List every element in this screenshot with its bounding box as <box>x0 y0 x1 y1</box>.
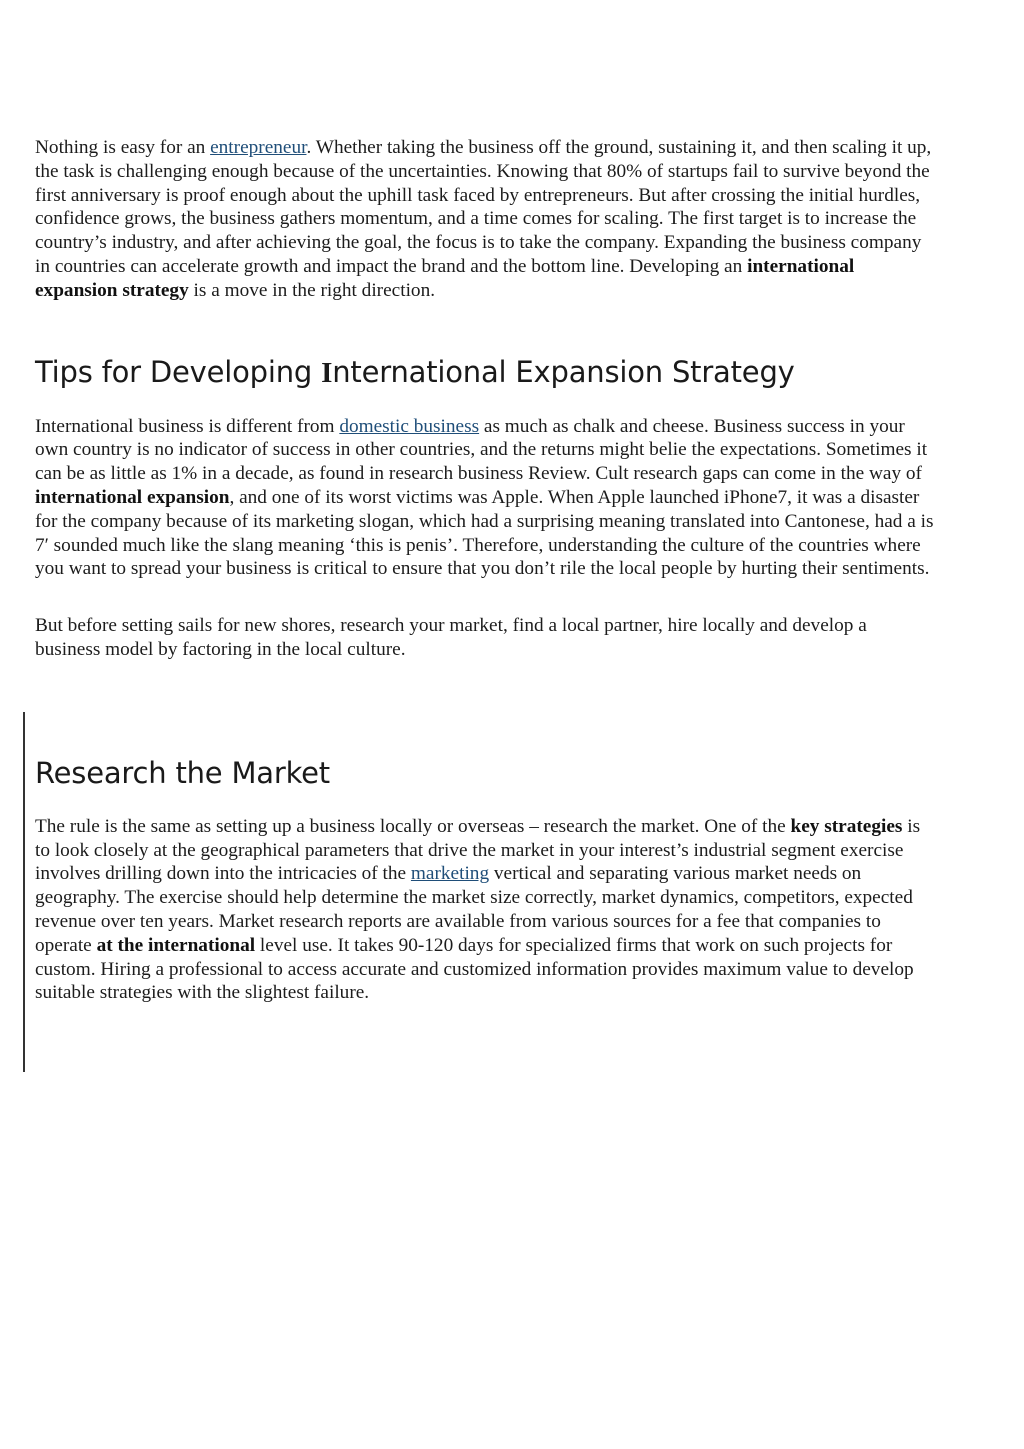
intro-paragraph <box>35 136 935 303</box>
research-text-3: vertical and separating various market needs on geography. The exercise should help determine the market size correctly, market dynamics, competitors, expected revenue over ten years. Market research reports are available from various sources for a fee that companies to operate <box>35 863 913 956</box>
research-paragraph <box>35 815 935 1005</box>
tips-heading-part-b: I <box>321 356 333 389</box>
tips-p1-text-2: as much as chalk and cheese. Business success in your own country is no indicator of success in other countries, and the returns might belie the expectations. Sometimes it can be as little as 1% in a decade, as found in research business Review. Cult research gaps can come in the way of <box>35 415 928 485</box>
research-text-2: is to look closely at the geographical parameters that drive the market in your interest’s industrial segment exercise involves drilling down into the intricacies of the <box>35 815 921 885</box>
entrepreneur-link[interactable]: entrepreneur <box>210 137 307 158</box>
research-bold-international: at the international <box>96 934 256 956</box>
intro-text-3: is a move in the right direction. <box>188 279 436 301</box>
research-text-1: The rule is the same as setting up a business locally or overseas – research the market. One of the <box>35 815 791 837</box>
tips-p1-bold-expansion: international expansion <box>35 486 230 508</box>
marketing-link[interactable]: marketing <box>410 863 490 885</box>
intro-text-1: Nothing is easy for an <box>35 137 211 158</box>
research-heading: Research the Market <box>35 755 330 790</box>
intro-text-2: . Whether taking the business off the ground, sustaining it, and then scaling it up, the task is challenging enough because of the uncertainties. Knowing that 80% of startups fail to survive beyond the first anniversary is proof enough about the uphill task faced by entrepreneurs. But after crossing the initial hurdles, confidence grows, the business gathers momentum, and a time comes for scaling. The first target is to increase the country’s industry, and after achieving the goal, the focus is to take the company. Expanding the business company in countries can accelerate growth and impact the brand and the bottom line. Developing an <box>35 137 932 277</box>
margin-rule <box>23 712 25 1072</box>
research-text-4: level use. It takes 90-120 days for specialized firms that work on such projects for custom. Hiring a professional to access accurate and customized information provides maximum value to develop suitable strategies with the slightest failure. <box>35 934 914 1004</box>
tips-heading-part-c: nternational Expansion Strategy <box>332 354 795 389</box>
tips-p1-text-3: , and one of its worst victims was Apple. When Apple launched iPhone7, it was a disaster for the company because of its marketing slogan, which had a surprising meaning translated into Cantonese, had a is 7′ sounded much like the slang meaning ‘this is penis’. Therefore, understanding the culture of the countries where you want to spread your business is critical to ensure that you don’t rile the local people by hurting their sentiments. <box>35 486 934 580</box>
domestic-business-link[interactable]: domestic business <box>339 415 480 437</box>
document-body <box>35 136 935 1005</box>
tips-heading <box>35 354 935 391</box>
tips-paragraph-1 <box>35 415 935 582</box>
intro-bold-strategy: international expansion strategy <box>35 255 855 301</box>
tips-paragraph-2: But before setting sails for new shores, research your market, find a local partner, hire locally and develop a business model by factoring in the local culture. <box>35 615 867 660</box>
research-bold-key: key strategies <box>790 815 903 837</box>
tips-p1-text-1: International business is different from <box>35 415 340 437</box>
tips-heading-part-a: Tips for Developing <box>35 354 322 389</box>
